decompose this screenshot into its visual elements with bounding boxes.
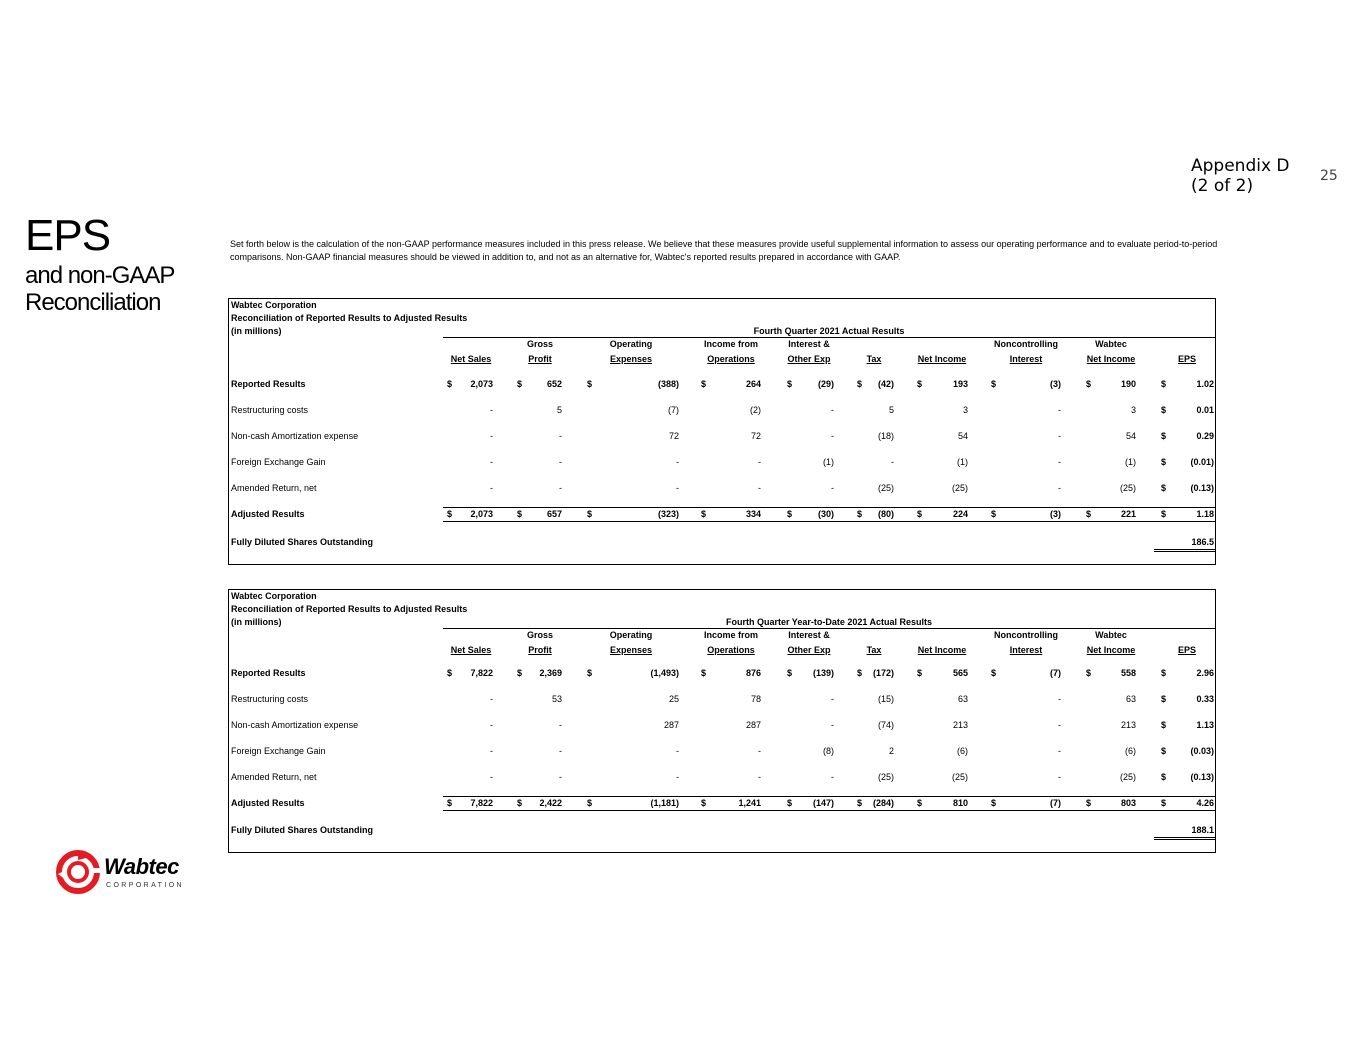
table-cell: 0.33 [1196, 694, 1214, 704]
table-cell: - [559, 772, 562, 782]
row-label: Foreign Exchange Gain [231, 457, 326, 467]
table-cell: - [1058, 405, 1061, 415]
table-cell: 876 [745, 668, 761, 678]
table-cell: (0.01) [1190, 457, 1214, 467]
column-header: Tax [866, 354, 882, 364]
table-cell: (1) [1125, 457, 1136, 467]
table-cell: 0.01 [1196, 405, 1214, 415]
table-cell: (8) [823, 746, 834, 756]
column-header: EPS [1177, 645, 1196, 655]
table-cell: 193 [952, 379, 968, 389]
table-cell: - [490, 483, 493, 493]
row-label: Restructuring costs [231, 405, 309, 415]
column-header: Operations [707, 354, 755, 364]
column-header-top: Interest & [788, 630, 830, 640]
currency-symbol: $ [701, 379, 707, 389]
table-cell: (2) [750, 405, 761, 415]
table-cell: 224 [952, 509, 968, 519]
appendix-line-2: (2 of 2) [1191, 176, 1254, 196]
currency-symbol: $ [517, 798, 523, 808]
shares-rule [1154, 549, 1216, 550]
table-cell: 565 [952, 668, 968, 678]
table-cell: 803 [1120, 798, 1136, 808]
table-cell: 2,422 [539, 798, 562, 808]
currency-symbol: $ [917, 509, 923, 519]
column-header: Net Income [917, 645, 967, 655]
table-cell: - [758, 457, 761, 467]
currency-symbol: $ [517, 379, 523, 389]
table-cell: (7) [668, 405, 679, 415]
table-cell: 1.13 [1196, 720, 1214, 730]
table-cell: 221 [1120, 509, 1136, 519]
table-cell: (7) [1050, 798, 1061, 808]
wabtec-logo-icon [56, 848, 102, 896]
currency-symbol: $ [447, 798, 453, 808]
table-cell: 190 [1120, 379, 1136, 389]
column-header-top: Operating [609, 630, 653, 640]
table-cell: - [1058, 746, 1061, 756]
table-cell: (7) [1050, 668, 1061, 678]
currency-symbol: $ [447, 379, 453, 389]
currency-symbol: $ [587, 509, 593, 519]
currency-symbol: $ [517, 509, 523, 519]
column-header: Profit [528, 354, 552, 364]
table-cell: (74) [877, 720, 894, 730]
table-cell: (3) [1050, 379, 1061, 389]
total-rule [443, 810, 1215, 811]
column-header: Net Income [1086, 645, 1136, 655]
table-cell: 213 [952, 720, 968, 730]
currency-symbol: $ [1161, 483, 1167, 493]
table-cell: (147) [812, 798, 834, 808]
table-cell: 54 [1125, 431, 1136, 441]
table-cell: - [1058, 694, 1061, 704]
currency-symbol: $ [991, 668, 997, 678]
shares-label: Fully Diluted Shares Outstanding [231, 537, 374, 547]
table-cell: (388) [657, 379, 679, 389]
table-cell: (29) [817, 379, 834, 389]
table-cell: 63 [957, 694, 968, 704]
total-rule [443, 796, 1215, 797]
table-cell: (42) [877, 379, 894, 389]
table-cell: - [831, 483, 834, 493]
column-header: Net Sales [450, 645, 492, 655]
column-header-top: Gross [526, 339, 553, 349]
currency-symbol: $ [787, 668, 793, 678]
currency-symbol: $ [1086, 379, 1092, 389]
table-cell: - [831, 772, 834, 782]
currency-symbol: $ [1161, 379, 1167, 389]
table-cell: (25) [1119, 772, 1136, 782]
column-header: Operations [707, 645, 755, 655]
column-header-top: Gross [526, 630, 553, 640]
table-cell: 287 [663, 720, 679, 730]
column-header-top: Noncontrolling [994, 630, 1058, 640]
currency-symbol: $ [857, 668, 863, 678]
row-label: Adjusted Results [231, 509, 305, 519]
table-cell: - [891, 457, 894, 467]
currency-symbol: $ [701, 509, 707, 519]
table-units: (in millions) [231, 617, 282, 627]
currency-symbol: $ [787, 379, 793, 389]
table-cell: - [758, 483, 761, 493]
shares-rule [1154, 839, 1216, 840]
column-header: Expenses [609, 645, 653, 655]
table-cell: 63 [1125, 694, 1136, 704]
table-cell: - [831, 720, 834, 730]
table-cell: (284) [872, 798, 894, 808]
table-cell: - [1058, 431, 1061, 441]
table-cell: - [1058, 457, 1061, 467]
table-period-rule [443, 628, 1215, 629]
reconciliation-table-q4 [228, 298, 1216, 565]
currency-symbol: $ [991, 798, 997, 808]
row-label: Reported Results [231, 379, 306, 389]
table-cell: - [559, 746, 562, 756]
table-cell: - [1058, 720, 1061, 730]
table-cell: 2,369 [539, 668, 562, 678]
appendix-label [1191, 156, 1290, 196]
table-cell: 2,073 [470, 379, 493, 389]
table-heading: Reconciliation of Reported Results to Adjusted Results [231, 313, 468, 323]
currency-symbol: $ [1161, 668, 1167, 678]
column-header: Interest [1009, 354, 1043, 364]
row-label: Non-cash Amortization expense [231, 720, 359, 730]
table-cell: (0.03) [1190, 746, 1214, 756]
table-cell: (1,181) [650, 798, 679, 808]
total-rule [443, 507, 1215, 508]
table-cell: 334 [745, 509, 761, 519]
table-cell: (0.13) [1190, 772, 1214, 782]
table-company: Wabtec Corporation [231, 300, 317, 310]
logo-subtitle: CORPORATION [106, 882, 184, 889]
total-rule [443, 521, 1215, 522]
column-header: Expenses [609, 354, 653, 364]
logo-wordmark: Wabtec [104, 854, 179, 879]
table-cell: - [831, 694, 834, 704]
currency-symbol: $ [857, 509, 863, 519]
wabtec-logo [56, 848, 196, 898]
table-cell: 7,822 [470, 668, 493, 678]
table-cell: 1.18 [1196, 509, 1214, 519]
row-label: Amended Return, net [231, 772, 317, 782]
column-header: Other Exp [787, 354, 831, 364]
shares-value: 188.1 [1191, 825, 1214, 835]
reconciliation-table-ytd [228, 589, 1216, 853]
table-cell: 4.26 [1196, 798, 1214, 808]
currency-symbol: $ [1086, 798, 1092, 808]
column-header-top: Wabtec [1095, 630, 1127, 640]
table-cell: (30) [817, 509, 834, 519]
table-cell: (25) [1119, 483, 1136, 493]
currency-symbol: $ [1161, 431, 1167, 441]
table-cell: - [559, 720, 562, 730]
column-header-top: Income from [703, 339, 758, 349]
table-cell: - [676, 746, 679, 756]
shares-rule [1154, 837, 1216, 838]
page-number: 25 [1320, 168, 1338, 184]
appendix-line-1: Appendix D [1191, 156, 1290, 176]
row-label: Amended Return, net [231, 483, 317, 493]
currency-symbol: $ [517, 668, 523, 678]
currency-symbol: $ [587, 379, 593, 389]
column-header: Other Exp [787, 645, 831, 655]
table-cell: - [490, 720, 493, 730]
table-cell: (25) [877, 772, 894, 782]
shares-label: Fully Diluted Shares Outstanding [231, 825, 374, 835]
currency-symbol: $ [447, 668, 453, 678]
table-cell: - [559, 457, 562, 467]
table-cell: (6) [957, 746, 968, 756]
currency-symbol: $ [787, 798, 793, 808]
table-cell: 558 [1120, 668, 1136, 678]
currency-symbol: $ [701, 668, 707, 678]
currency-symbol: $ [587, 668, 593, 678]
table-cell: (0.13) [1190, 483, 1214, 493]
currency-symbol: $ [1161, 694, 1167, 704]
table-cell: (80) [877, 509, 894, 519]
column-header: Tax [866, 645, 882, 655]
currency-symbol: $ [1161, 405, 1167, 415]
table-cell: 1.02 [1196, 379, 1214, 389]
intro-paragraph: Set forth below is the calculation of the non-GAAP performance measures included in this press release. We believe that these measures provide useful supplemental information to assess our operating performance and to evaluate period-to-period comparisons. Non-GAAP financial measures should be viewed in addition to, and not as an alternative for, Wabtec's reported results prepared in accordance with GAAP. [230, 239, 1218, 262]
table-cell: 72 [750, 431, 761, 441]
table-cell: 25 [668, 694, 679, 704]
column-header-top: Income from [703, 630, 758, 640]
currency-symbol: $ [1161, 772, 1167, 782]
currency-symbol: $ [701, 798, 707, 808]
table-cell: 1,241 [738, 798, 761, 808]
table-cell: 72 [668, 431, 679, 441]
currency-symbol: $ [1161, 746, 1167, 756]
column-header-top: Interest & [788, 339, 830, 349]
currency-symbol: $ [991, 379, 997, 389]
currency-symbol: $ [1161, 509, 1167, 519]
column-header: Interest [1009, 645, 1043, 655]
column-header: Net Income [917, 354, 967, 364]
currency-symbol: $ [917, 798, 923, 808]
table-period-rule [443, 337, 1215, 338]
table-cell: 264 [745, 379, 761, 389]
table-cell: 5 [888, 405, 894, 415]
table-cell: - [490, 457, 493, 467]
table-cell: 2 [888, 746, 894, 756]
column-header-top: Operating [609, 339, 653, 349]
currency-symbol: $ [917, 379, 923, 389]
currency-symbol: $ [787, 509, 793, 519]
table-cell: (323) [657, 509, 679, 519]
column-header-top: Noncontrolling [994, 339, 1058, 349]
table-cell: (3) [1050, 509, 1061, 519]
table-cell: 2.96 [1196, 668, 1214, 678]
table-period: Fourth Quarter 2021 Actual Results [753, 326, 905, 336]
table-cell: 213 [1120, 720, 1136, 730]
table-cell: 3 [1130, 405, 1136, 415]
currency-symbol: $ [1161, 457, 1167, 467]
currency-symbol: $ [991, 509, 997, 519]
table-cell: - [1058, 772, 1061, 782]
page-title: EPS [25, 211, 111, 260]
table-cell: (25) [877, 483, 894, 493]
table-cell: 5 [556, 405, 562, 415]
table-cell: - [490, 405, 493, 415]
currency-symbol: $ [917, 668, 923, 678]
table-cell: 657 [546, 509, 562, 519]
column-header: EPS [1177, 354, 1196, 364]
table-period: Fourth Quarter Year-to-Date 2021 Actual Results [725, 617, 933, 627]
column-header: Profit [528, 645, 552, 655]
row-label: Reported Results [231, 668, 306, 678]
table-cell: - [676, 483, 679, 493]
table-cell: (1,493) [650, 668, 679, 678]
row-label: Foreign Exchange Gain [231, 746, 326, 756]
table-cell: 78 [750, 694, 761, 704]
table-cell: - [1058, 483, 1061, 493]
table-company: Wabtec Corporation [231, 591, 317, 601]
table-cell: (18) [877, 431, 894, 441]
table-cell: - [559, 483, 562, 493]
table-cell: - [758, 746, 761, 756]
currency-symbol: $ [857, 798, 863, 808]
table-cell: - [490, 746, 493, 756]
column-header-top: Wabtec [1095, 339, 1127, 349]
table-cell: (25) [951, 772, 968, 782]
table-cell: - [490, 772, 493, 782]
table-cell: 54 [957, 431, 968, 441]
page-subtitle: and non-GAAP Reconciliation [25, 262, 175, 316]
column-header: Net Sales [450, 354, 492, 364]
currency-symbol: $ [587, 798, 593, 808]
table-cell: (1) [957, 457, 968, 467]
table-cell: 2,073 [470, 509, 493, 519]
row-label: Non-cash Amortization expense [231, 431, 359, 441]
table-cell: 53 [551, 694, 562, 704]
shares-value: 186.5 [1191, 537, 1214, 547]
currency-symbol: $ [447, 509, 453, 519]
table-cell: 652 [546, 379, 562, 389]
currency-symbol: $ [1161, 798, 1167, 808]
table-cell: - [490, 431, 493, 441]
column-header: Net Income [1086, 354, 1136, 364]
table-cell: - [676, 772, 679, 782]
currency-symbol: $ [1086, 509, 1092, 519]
table-heading: Reconciliation of Reported Results to Adjusted Results [231, 604, 468, 614]
row-label: Restructuring costs [231, 694, 309, 704]
table-cell: 0.29 [1196, 431, 1214, 441]
table-cell: (6) [1125, 746, 1136, 756]
table-cell: - [490, 694, 493, 704]
table-cell: (172) [872, 668, 894, 678]
row-label: Adjusted Results [231, 798, 305, 808]
currency-symbol: $ [857, 379, 863, 389]
table-cell: (139) [812, 668, 834, 678]
table-cell: - [559, 431, 562, 441]
table-cell: 810 [952, 798, 968, 808]
currency-symbol: $ [1161, 720, 1167, 730]
table-cell: (25) [951, 483, 968, 493]
table-units: (in millions) [231, 326, 282, 336]
table-cell: - [831, 431, 834, 441]
table-cell: (1) [823, 457, 834, 467]
table-cell: 7,822 [470, 798, 493, 808]
table-cell: 3 [962, 405, 968, 415]
table-cell: - [831, 405, 834, 415]
table-cell: (15) [877, 694, 894, 704]
table-cell: 287 [745, 720, 761, 730]
table-cell: - [758, 772, 761, 782]
currency-symbol: $ [1086, 668, 1092, 678]
table-cell: - [676, 457, 679, 467]
shares-rule [1154, 551, 1216, 552]
